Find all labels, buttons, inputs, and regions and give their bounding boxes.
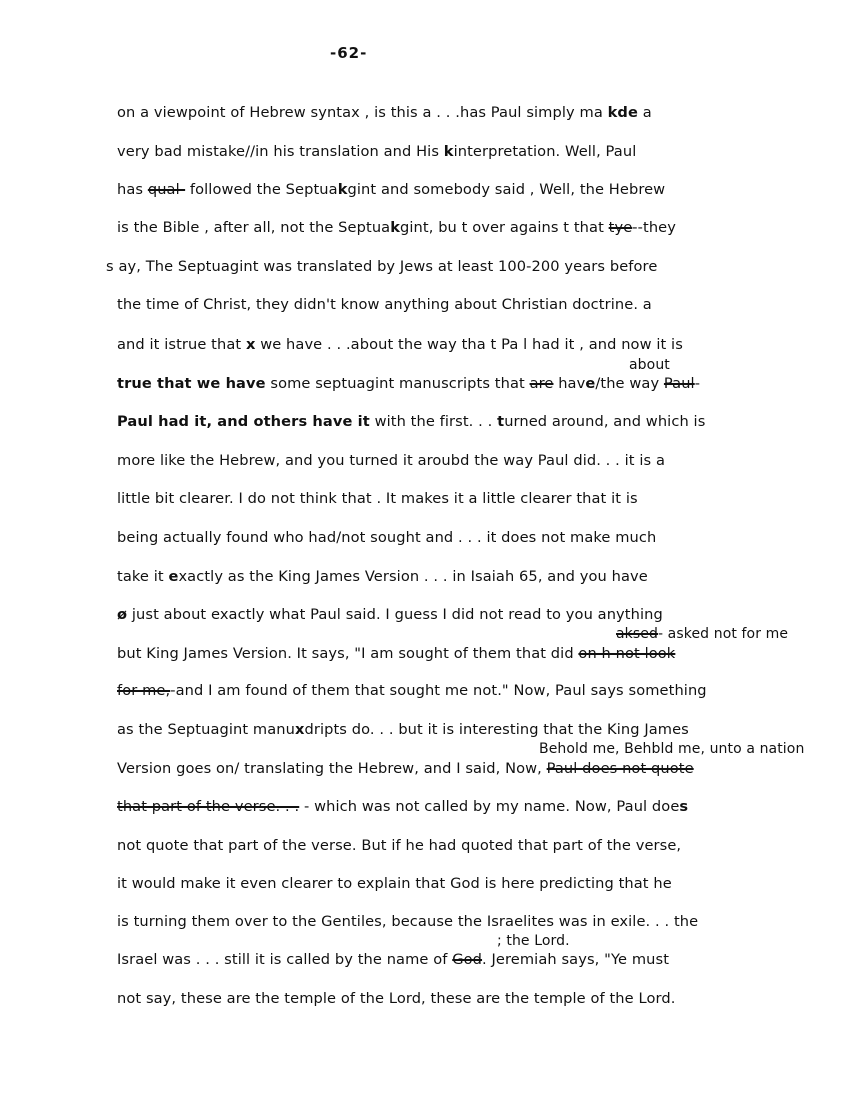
inserted-text: ; the Lord. [497, 933, 570, 949]
line-text: not quote that part of the verse. But if he had quoted that part of the verse, [117, 837, 682, 854]
overtyped-text: k [390, 219, 401, 236]
line-text: is turning them over to the Gentiles, because the Israelites was in exile. . . the [117, 913, 699, 930]
line-text: but King James Version. It says, "I am sought of them that did [117, 645, 579, 662]
line-text: very bad mistake [117, 143, 246, 160]
insertion-behold-me [539, 740, 804, 758]
bold-text: Paul had it, and others have it [117, 413, 370, 430]
struck-text: God [452, 951, 483, 968]
text-line-16 [117, 682, 707, 700]
text-line-5 [106, 258, 657, 276]
text-line-1 [117, 104, 652, 122]
struck-text: that part of the verse. . . [117, 798, 300, 815]
text-line-20 [117, 837, 681, 855]
line-text: --they [632, 219, 676, 236]
text-line-22 [117, 913, 698, 931]
line-text: s ay, The Septuagint was translated by Jews at least 100-200 years before [106, 258, 658, 275]
line-text: xactly as the King James Version . . . in Isaiah 65, and you have [178, 568, 648, 585]
line-text: - [694, 375, 701, 392]
struck-text: Paul [663, 375, 695, 392]
text-line-19 [117, 798, 688, 816]
line-text: more like the Hebrew, and you turned it aroubd the way Paul did. . . it is a [117, 452, 665, 469]
struck-text: aksed [616, 626, 658, 642]
line-text: followed the Septua [185, 181, 338, 198]
text-line-11 [117, 490, 638, 508]
text-line-18 [117, 760, 694, 778]
overtyped-text: k [337, 181, 348, 198]
line-text: some septuagint manuscripts that [265, 375, 530, 392]
text-line-3 [117, 181, 665, 199]
line-text: the way [600, 375, 664, 392]
line-text: is the Bible , after all, not the Septua [117, 219, 391, 236]
line-text: with the first. . . [369, 413, 498, 430]
text-line-15 [117, 645, 675, 663]
handwritten-mark: / [336, 529, 342, 546]
line-text: has [117, 181, 148, 198]
line-text: it would make it even clearer to explain that God is here predicting that he [117, 875, 672, 892]
line-text: in his translation and His [255, 143, 444, 160]
overtyped-text: x [294, 721, 305, 738]
line-text: little bit clearer. I do not think that . It makes it a little clearer that it is [117, 490, 638, 507]
text-line-12 [117, 529, 656, 547]
line-text: urned around, and which is [504, 413, 706, 430]
text-line-14 [117, 606, 663, 624]
line-text: gint and somebody said , Well, the Hebrew [347, 181, 666, 198]
text-line-9 [117, 413, 705, 431]
inserted-text: - asked not for me [657, 626, 789, 642]
line-text: Version goes on [117, 760, 235, 777]
text-line-24 [117, 990, 675, 1008]
line-text: just about exactly what Paul said. I guess I did not read to you anything [127, 606, 663, 623]
text-line-23 [117, 951, 669, 969]
struck-text: Paul does not quote [546, 760, 694, 777]
text-line-10 [117, 452, 665, 470]
overtyped-text: t [497, 413, 505, 430]
line-text: not sought and . . . it does not make much [341, 529, 657, 546]
line-text: as the Septuagint manu [117, 721, 295, 738]
text-line-6 [117, 296, 652, 314]
page-number: -62- [330, 44, 368, 62]
struck-text: tye [608, 219, 633, 236]
struck-text: for me, [117, 682, 171, 699]
line-text: not say, these are the temple of the Lord, these are the temple of the Lord. [117, 990, 676, 1007]
text-line-21 [117, 875, 672, 893]
inserted-text: Behold me, Behbld me, unto a nation [539, 741, 805, 757]
line-text: -and I am found of them that sought me not." Now, Paul says something [170, 682, 707, 699]
line-text: . Jeremiah says, "Ye must [482, 951, 670, 968]
line-text: translating the Hebrew, and I said, Now, [239, 760, 547, 777]
line-text: a [637, 104, 652, 121]
line-text: gint, bu t over agains t that [400, 219, 609, 236]
line-text: take it [117, 568, 169, 585]
insertion-the-lord [497, 932, 570, 950]
line-text: - which was not called by my name. Now, Paul doe [299, 798, 680, 815]
overtyped-text: ø [117, 606, 128, 623]
insertion-about [629, 356, 670, 374]
text-line-4 [117, 219, 676, 237]
text-line-2 [117, 143, 636, 161]
overtyped-text: s [679, 798, 689, 815]
line-text: dripts do. . . but it is interesting that the King James [304, 721, 689, 738]
line-text: interpretation. Well, Paul [453, 143, 637, 160]
line-text: hav [553, 375, 586, 392]
text-line-13 [117, 568, 648, 586]
line-text: being actually found who had [117, 529, 337, 546]
struck-text: on h not look [578, 645, 676, 662]
handwritten-mark: / [595, 375, 601, 392]
handwritten-mark: / [234, 760, 240, 777]
overtyped-text: e [168, 568, 179, 585]
line-text: and it istrue that [117, 336, 246, 353]
overtyped-text: x [245, 336, 256, 353]
overtyped-text: k [443, 143, 454, 160]
text-line-17 [117, 721, 689, 739]
struck-text: are [529, 375, 554, 392]
line-text: we have . . .about the way tha t Pa l had it , and now it is [255, 336, 683, 353]
bold-text: true that we have [117, 375, 266, 392]
overtyped-text: e [585, 375, 596, 392]
handwritten-mark: // [245, 143, 256, 160]
text-line-8 [117, 375, 700, 393]
line-text: on a viewpoint of Hebrew syntax , is this a . . .has Paul simply ma [117, 104, 608, 121]
struck-text: qual- [147, 181, 186, 198]
inserted-text: about [629, 357, 670, 373]
text-line-7 [117, 336, 683, 354]
insertion-asked-not-for-me [616, 625, 788, 643]
line-text: the time of Christ, they didn't know anything about Christian doctrine. a [117, 296, 652, 313]
line-text: Israel was . . . still it is called by the name of [117, 951, 453, 968]
overtyped-text: kde [607, 104, 638, 121]
